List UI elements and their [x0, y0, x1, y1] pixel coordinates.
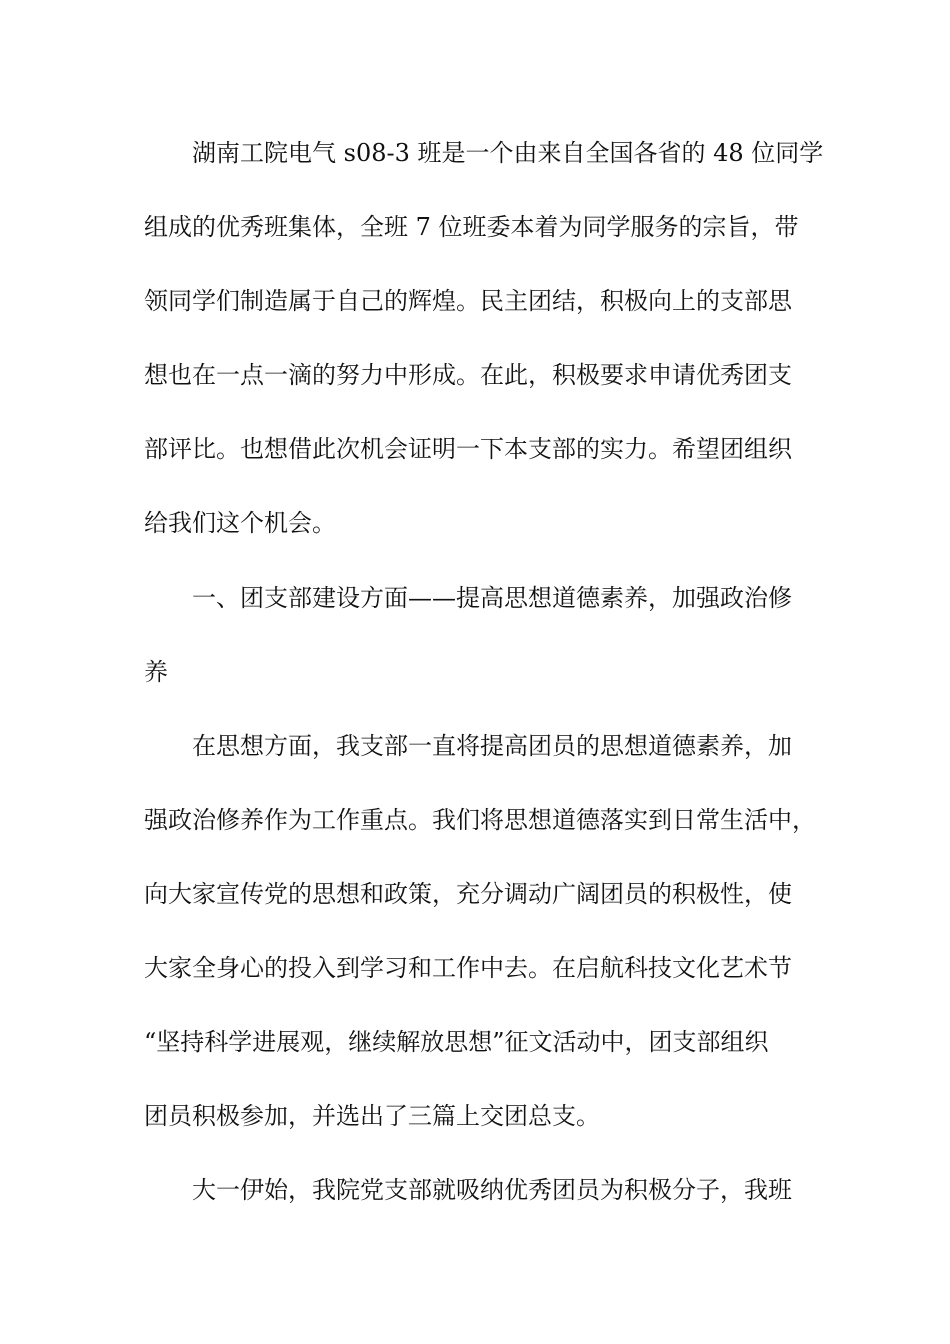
- paragraph-1-line-6: 给我们这个机会。: [144, 509, 336, 537]
- paragraph-2-line-5: “坚持科学进展观，继续解放思想”征文活动中，团支部组织: [144, 1028, 769, 1056]
- paragraph-1-line-3: 领同学们制造属于自己的辉煌。民主团结，积极向上的支部思: [144, 287, 792, 315]
- paragraph-2-line-6: 团员积极参加，并选出了三篇上交团总支。: [144, 1102, 600, 1130]
- paragraph-2-line-4: 大家全身心的投入到学习和工作中去。在启航科技文化艺术节: [144, 954, 792, 982]
- paragraph-2-line-1: 在思想方面，我支部一直将提高团员的思想道德素养，加: [192, 732, 792, 760]
- paragraph-2-line-2: 强政治修养作为工作重点。我们将思想道德落实到日常生活中，: [144, 806, 816, 834]
- paragraph-1-line-2: 组成的优秀班集体，全班 7 位班委本着为同学服务的宗旨，带: [144, 213, 799, 241]
- paragraph-3-line-1: 大一伊始，我院党支部就吸纳优秀团员为积极分子，我班: [192, 1176, 792, 1204]
- paragraph-1-line-5: 部评比。也想借此次机会证明一下本支部的实力。希望团组织: [144, 435, 792, 463]
- paragraph-1-line-4: 想也在一点一滴的努力中形成。在此，积极要求申请优秀团支: [144, 361, 792, 389]
- section-heading-line-1: 一、团支部建设方面——提高思想道德素养，加强政治修: [192, 584, 792, 612]
- paragraph-2-line-3: 向大家宣传党的思想和政策，充分调动广阔团员的积极性，使: [144, 880, 792, 908]
- paragraph-1-line-1: 湖南工院电气 s08-3 班是一个由来自全国各省的 48 位同学: [192, 139, 824, 167]
- section-heading-line-2: 养: [144, 658, 168, 686]
